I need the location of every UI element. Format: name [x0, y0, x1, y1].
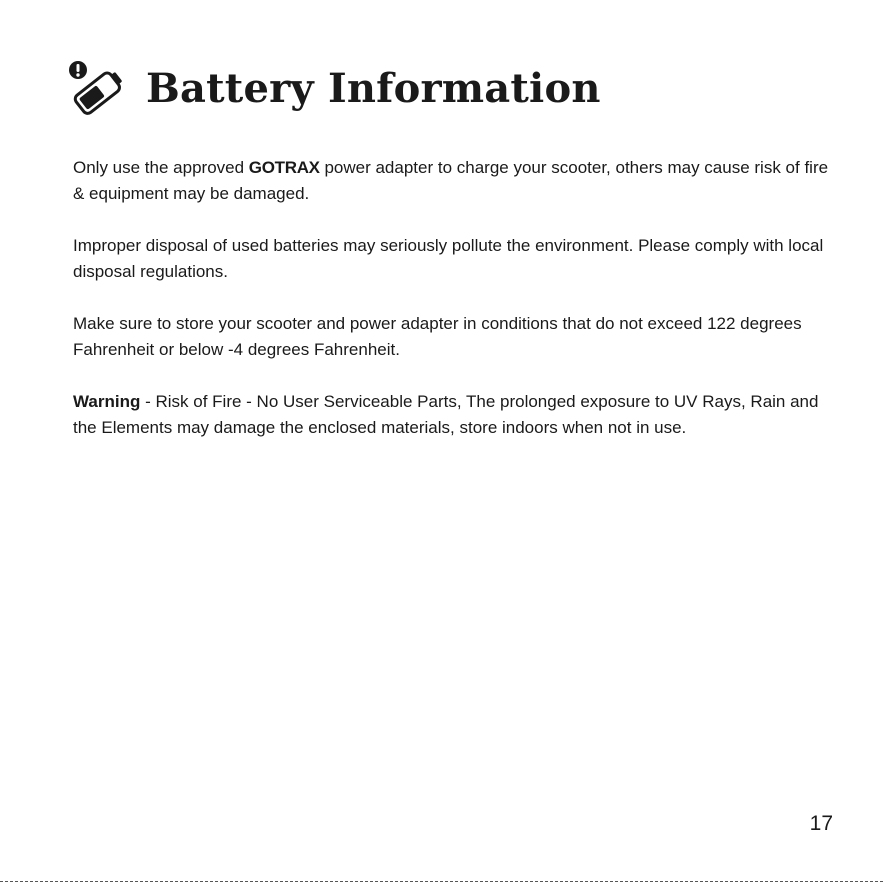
page-number: 17 [809, 812, 833, 835]
warning-paragraph [73, 389, 833, 441]
brand-name: GOTRAX [248, 158, 320, 177]
warning-label: Warning [73, 392, 141, 411]
storage-paragraph: Make sure to store your scooter and power adapter in conditions that do not exceed 122 degrees Fahrenheit or below -4 degrees Fahrenheit. [73, 314, 802, 359]
battery-info-content [73, 155, 833, 467]
charging-paragraph [73, 155, 833, 207]
battery-warning-icon [64, 56, 130, 122]
charging-text-after: power adapter to charge your scooter, others may cause risk of fire & equipment may be damaged. [73, 158, 829, 203]
warning-text: - Risk of Fire - No User Serviceable Parts, The prolonged exposure to UV Rays, Rain and the Elements may damage the enclosed materials, store indoors when not in use. [73, 392, 819, 437]
charging-text-before: Only use the approved [73, 158, 249, 177]
disposal-paragraph: Improper disposal of used batteries may seriously pollute the environment. Please comply with local disposal regulations. [73, 236, 824, 281]
page-header [64, 56, 601, 122]
page-title: Battery Information [146, 65, 601, 112]
